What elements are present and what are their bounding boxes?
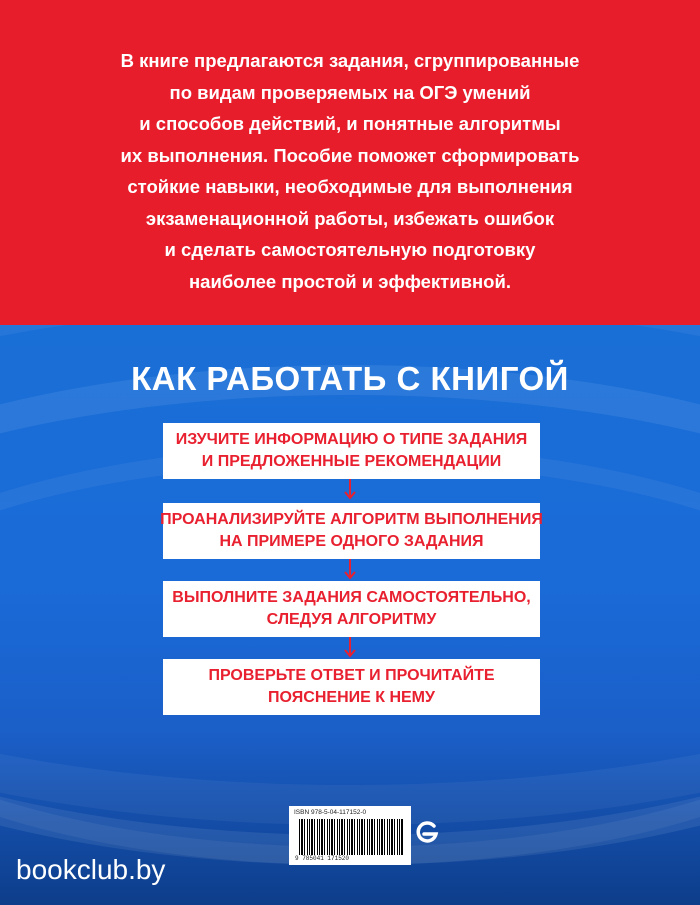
arrow-down-icon [340, 479, 360, 503]
step-line: ВЫПОЛНИТЕ ЗАДАНИЯ САМОСТОЯТЕЛЬНО, [172, 589, 531, 606]
description-line: по видам проверяемых на ОГЭ умений [169, 81, 531, 103]
publisher-logo-icon [416, 820, 440, 844]
step-line: И ПРЕДЛОЖЕННЫЕ РЕКОМЕНДАЦИИ [201, 453, 502, 470]
barcode-digits: 9 785041 171520 [295, 855, 350, 862]
description-line: стойкие навыки, необходимые для выполнения [127, 176, 573, 197]
step-line: ПРОВЕРЬТЕ ОТВЕТ И ПРОЧИТАЙТЕ [208, 667, 495, 684]
description-line: В книге предлагаются задания, сгруппированные [120, 50, 580, 71]
barcode-bars [299, 819, 403, 855]
site-watermark: bookclub.by [16, 854, 166, 885]
step-line: СЛЕДУЯ АЛГОРИТМУ [266, 611, 437, 628]
barcode [289, 806, 411, 865]
isbn-text: ISBN 978-5-04-117152-0 [294, 809, 367, 816]
step-box-4 [163, 659, 540, 715]
arrow-down-icon [340, 637, 360, 661]
description-line: и способов действий, и понятные алгоритмы [139, 113, 561, 134]
step-box-3 [163, 581, 540, 637]
description-text [40, 45, 660, 297]
step-line: ПРОАНАЛИЗИРУЙТЕ АЛГОРИТМ ВЫПОЛНЕНИЯ [160, 511, 543, 528]
step-line: ПОЯСНЕНИЕ К НЕМУ [268, 689, 435, 706]
how-to-title: КАК РАБОТАТЬ С КНИГОЙ [131, 360, 569, 397]
description-line: и сделать самостоятельную подготовку [164, 239, 536, 260]
step-box-2 [160, 503, 543, 559]
description-line: наиболее простой и эффективной. [189, 270, 511, 292]
step-line: ИЗУЧИТЕ ИНФОРМАЦИЮ О ТИПЕ ЗАДАНИЯ [175, 431, 528, 448]
step-line: НА ПРИМЕРЕ ОДНОГО ЗАДАНИЯ [219, 533, 484, 550]
arrow-down-icon [340, 559, 360, 583]
step-box-1 [163, 423, 540, 479]
description-line: их выполнения. Пособие поможет сформировать [120, 144, 580, 166]
description-line: экзаменационной работы, избежать ошибок [145, 207, 555, 229]
